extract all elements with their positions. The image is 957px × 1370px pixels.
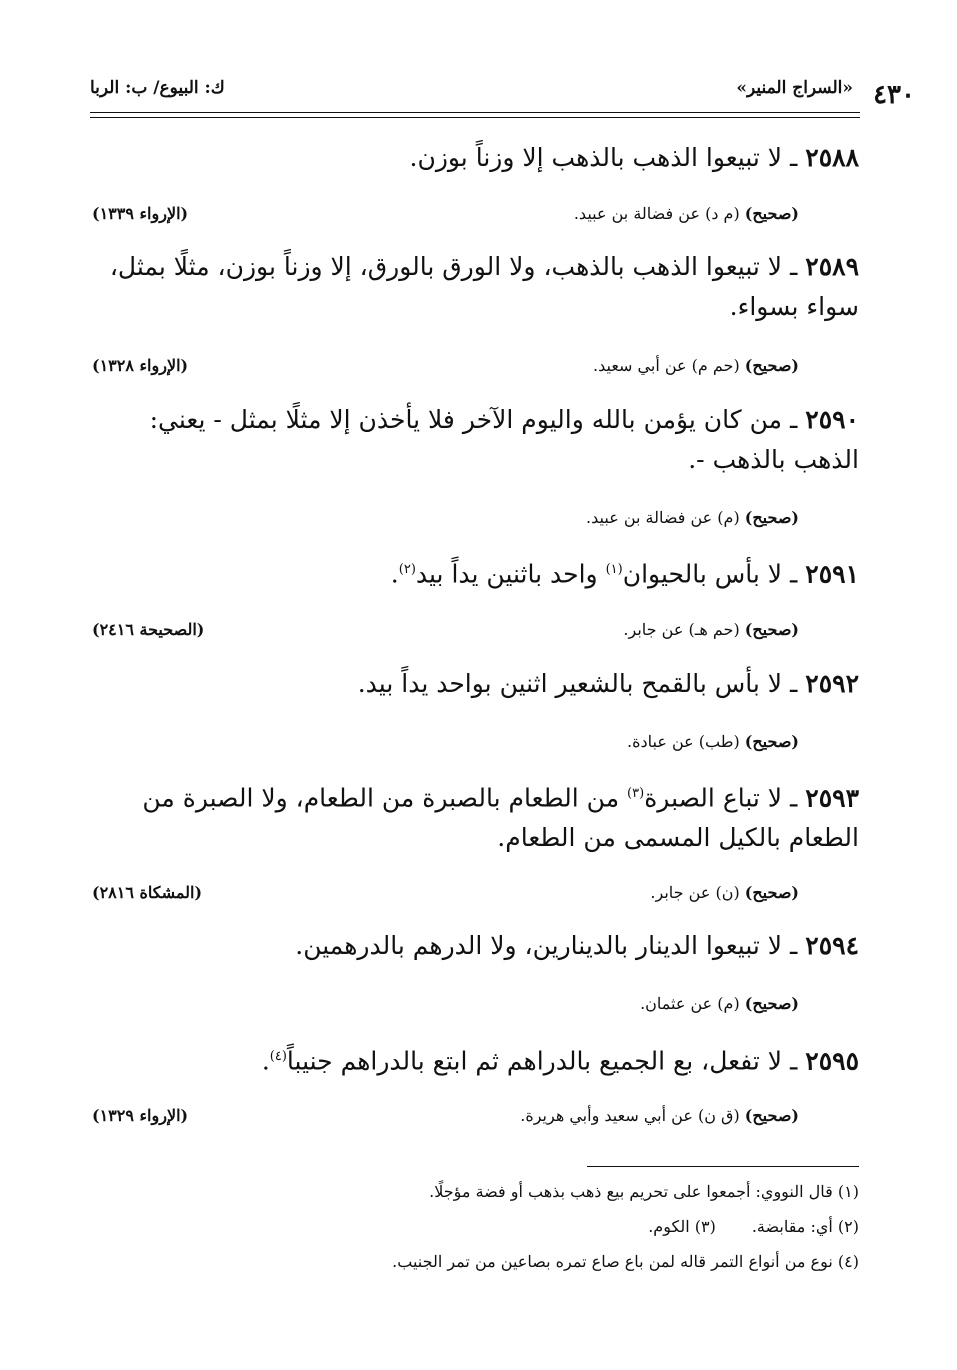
hadith-source [574, 204, 799, 223]
footnote-marker[interactable]: (٤) [269, 1049, 287, 1064]
hadith-grade: (صحيح) [744, 994, 799, 1013]
hadith-text: لا تبيعوا الذهب بالذهب إلا وزناً بوزن. [409, 143, 783, 172]
hadith-grade: (صحيح) [744, 356, 799, 375]
hadith-number: ٢٥٩٤ [805, 931, 859, 960]
footnote-marker[interactable]: (٢) [398, 562, 416, 577]
hadith-text: واحد باثنين يداً بيد [415, 559, 606, 589]
hadith-grade: (صحيح) [744, 883, 799, 902]
hadith-grade: (صحيح) [744, 508, 799, 527]
hadith-2592: ٢٥٩٢ ـ لا بأس بالقمح بالشعير اثنين بواحد يداً بيد. [357, 669, 859, 698]
footnote-text: قال النووي: أجمعوا على تحريم بيع ذهب بذهب أو فضة مؤجلًا. [429, 1182, 833, 1201]
hadith-source [593, 356, 799, 375]
hadith-grade: (صحيح) [744, 732, 799, 751]
hadith-grade: (صحيح) [744, 1106, 799, 1125]
hadith-narrator: (حم هـ) عن جابر. [623, 620, 740, 639]
hadith-2589: ٢٥٨٩ ـ لا تبيعوا الذهب بالذهب، ولا الورق بالورق، إلا وزناً بوزن، مثلًا بمثل، سواء بسواء. [109, 252, 859, 321]
hadith-number: ٢٥٨٨ [805, 143, 859, 172]
book-title: «السراج المنير» [736, 78, 853, 98]
hadith-narrator: (ن) عن جابر. [650, 883, 740, 902]
hadith-narrator: (م) عن فضالة بن عبيد. [586, 508, 740, 527]
hadith-2588: ٢٥٨٨ ـ لا تبيعوا الذهب بالذهب إلا وزناً بوزن. [409, 143, 859, 172]
hadith-narrator: (ق ن) عن أبي سعيد وأبي هريرة. [520, 1106, 740, 1125]
hadith-2595: ٢٥٩٥ ـ لا تفعل، بع الجميع بالدراهم ثم ابتع بالدراهم جنيباً$^{(٤)}$. [261, 1046, 859, 1076]
hadith-source [640, 994, 799, 1013]
hadith-narrator: (طب) عن عبادة. [627, 732, 740, 751]
hadith-text: . [261, 1046, 270, 1076]
hadith-text: لا تبيعوا الدينار بالدينارين، ولا الدرهم بالدرهمين. [295, 931, 783, 960]
hadith-number: ٢٥٩٢ [805, 669, 859, 698]
hadith-2594: ٢٥٩٤ ـ لا تبيعوا الدينار بالدينارين، ولا الدرهم بالدرهمين. [295, 931, 859, 960]
hadith-number: ٢٥٩٣ [805, 783, 859, 813]
hadith-text: لا تفعل، بع الجميع بالدراهم ثم ابتع بالدراهم جنيباً [286, 1046, 783, 1076]
hadith-source [520, 1106, 799, 1125]
running-header [90, 72, 915, 108]
hadith-text: لا بأس بالقمح بالشعير اثنين بواحد يداً بيد. [357, 669, 783, 698]
footnote-text: نوع من أنواع التمر قاله لمن باع صاع تمره بصاعين من تمر الجنيب. [392, 1252, 833, 1271]
footnote-separator [587, 1166, 859, 1167]
footnote-text: أي: مقابضة. [751, 1217, 833, 1236]
hadith-reference: (الصحيحة ٢٤١٦) [92, 620, 205, 639]
hadith-text: لا تبيعوا الذهب بالذهب، ولا الورق بالورق، إلا وزناً بوزن، مثلًا بمثل، سواء بسواء. [109, 252, 859, 321]
hadith-narrator: (م د) عن فضالة بن عبيد. [573, 204, 740, 223]
header-rule [90, 112, 860, 113]
hadith-2593: ٢٥٩٣ ـ لا تباع الصبرة$^{(٣)}$ من الطعام بالصبرة من الطعام، ولا الصبرة من الطعام بالكيل المسمى من الطعام. [142, 783, 859, 853]
hadith-number: ٢٥٩١ [805, 559, 859, 589]
hadith-text: لا بأس بالحيوان [622, 559, 783, 589]
hadith-text: من الطعام بالصبرة من الطعام، ولا الصبرة من الطعام بالكيل المسمى من الطعام. [142, 783, 859, 853]
footnote-number: (٤) [837, 1252, 859, 1271]
footnote-1 [429, 1182, 859, 1201]
hadith-reference: (المشكاة ٢٨١٦) [92, 883, 203, 902]
footnote-number: (٣) [694, 1217, 716, 1236]
footnote-text: الكوم. [648, 1217, 690, 1236]
hadith-source [627, 732, 799, 751]
hadith-reference: (الإرواء ١٣٢٨) [92, 356, 189, 375]
hadith-2591: ٢٥٩١ ـ لا بأس بالحيوان$^{(١)}$ واحد باثنين يداً بيد$^{(٢)}$. [390, 559, 859, 589]
hadith-number: ٢٥٩٠ [805, 405, 859, 434]
hadith-number: ٢٥٩٥ [805, 1046, 859, 1076]
page-number: ٤٣٠ [873, 80, 915, 110]
hadith-source [650, 883, 799, 902]
hadith-grade: (صحيح) [744, 204, 799, 223]
footnote-2-3 [648, 1217, 859, 1236]
hadith-text: . [390, 559, 399, 589]
hadith-number: ٢٥٨٩ [805, 252, 859, 281]
footnote-marker[interactable]: (١) [605, 562, 623, 577]
chapter-title: ك: البيوع/ ب: الربا [90, 78, 225, 98]
footnote-4 [392, 1252, 859, 1271]
footnote-marker[interactable]: (٣) [627, 786, 645, 801]
footnote-number: (٢) [837, 1217, 859, 1236]
hadith-text: من كان يؤمن بالله واليوم الآخر فلا يأخذن إلا مثلًا بمثل - يعني: الذهب بالذهب -. [149, 405, 859, 474]
hadith-2590: ٢٥٩٠ ـ من كان يؤمن بالله واليوم الآخر فلا يأخذن إلا مثلًا بمثل - يعني: الذهب بالذهب -. [149, 405, 859, 474]
header-rule-thin [90, 117, 860, 118]
hadith-narrator: (حم م) عن أبي سعيد. [593, 356, 740, 375]
hadith-reference: (الإرواء ١٣٢٩) [92, 1106, 189, 1125]
hadith-source [623, 620, 799, 639]
hadith-text: لا تباع الصبرة [644, 783, 783, 813]
footnote-number: (١) [837, 1182, 859, 1201]
hadith-source [586, 508, 799, 527]
hadith-grade: (صحيح) [744, 620, 799, 639]
hadith-reference: (الإرواء ١٣٣٩) [92, 204, 189, 223]
hadith-narrator: (م) عن عثمان. [640, 994, 740, 1013]
